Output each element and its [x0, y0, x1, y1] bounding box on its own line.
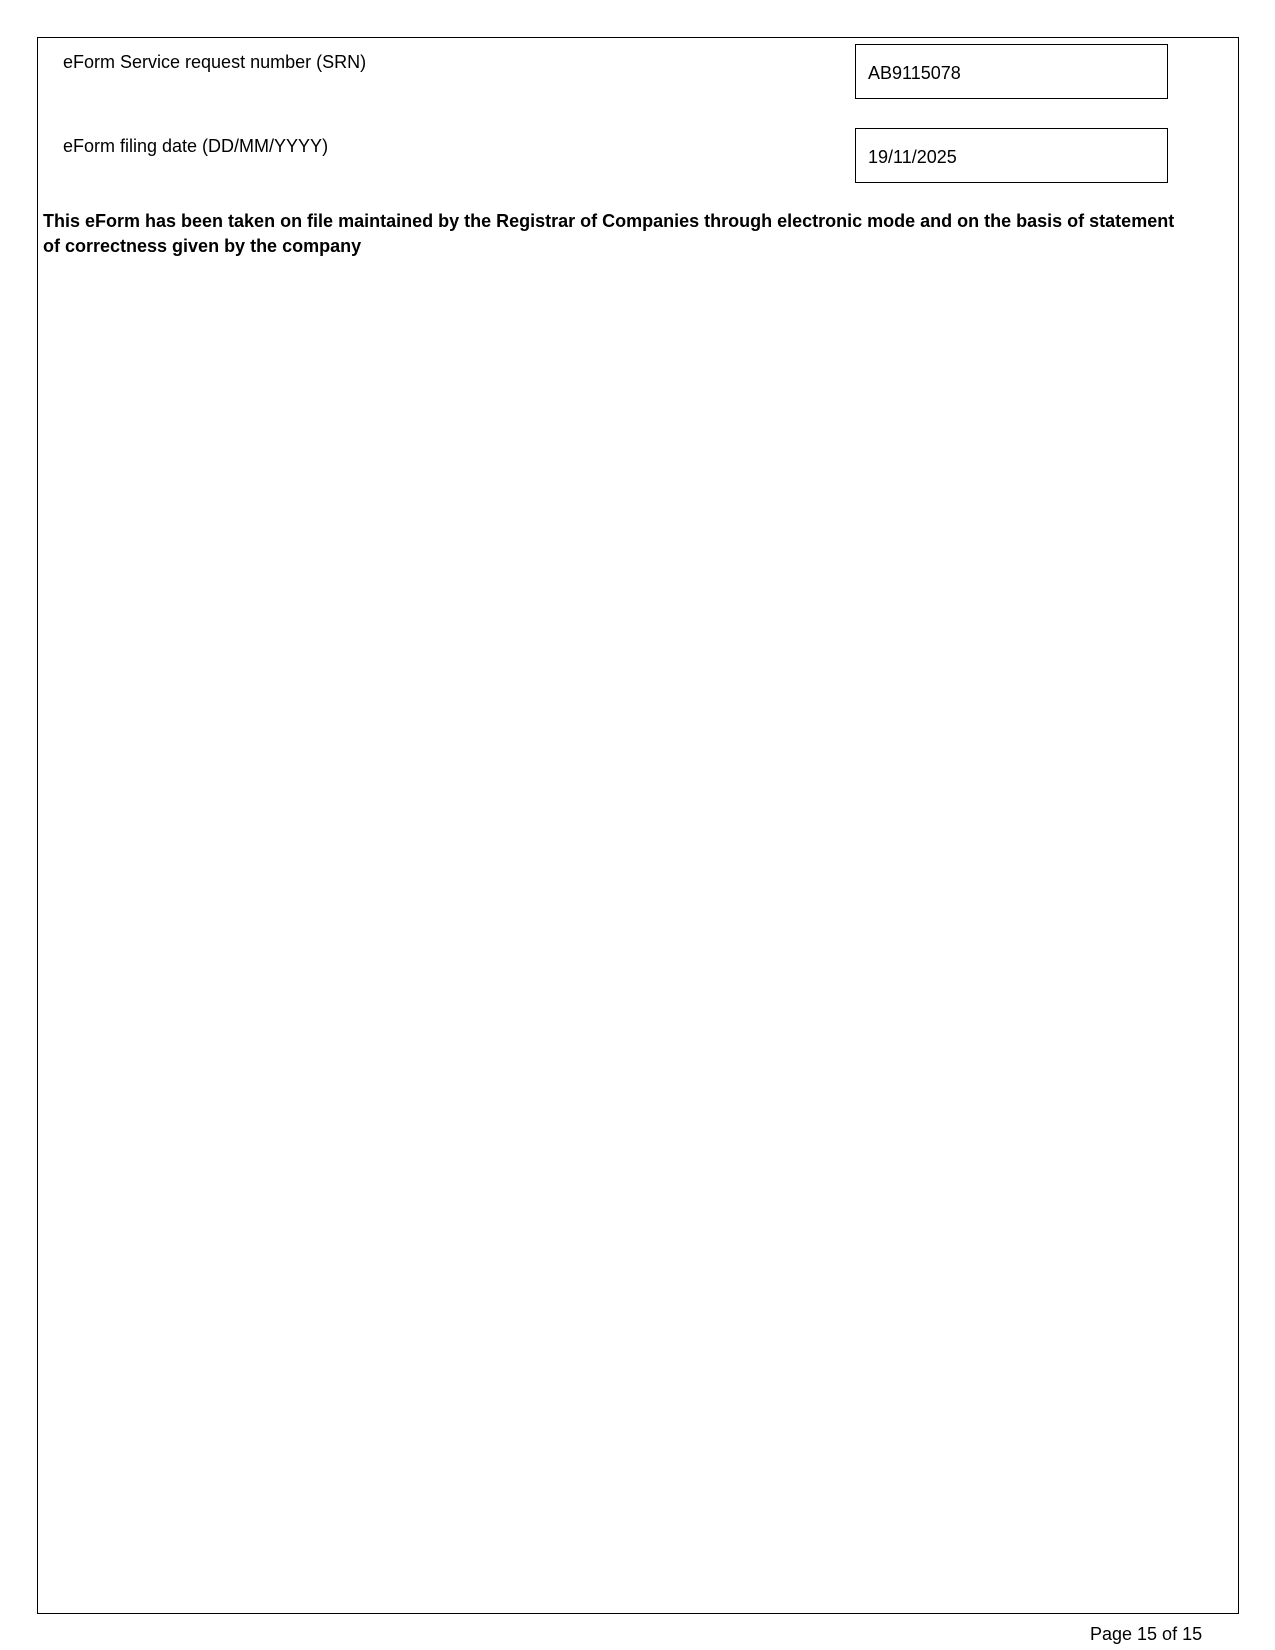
form-frame: [37, 37, 1239, 1614]
filing-date-label: eForm filing date (DD/MM/YYYY): [63, 136, 329, 156]
filing-date-value-field: 19/11/2025: [855, 128, 1168, 183]
srn-value-field: AB9115078: [855, 44, 1168, 99]
page-number: Page 15 of 15: [1090, 1624, 1203, 1644]
srn-label: eForm Service request number (SRN): [63, 52, 367, 72]
registrar-statement: This eForm has been taken on file maintained by the Registrar of Companies through electronic mode and on the basis of statement of correctness given by the company: [43, 211, 1175, 256]
